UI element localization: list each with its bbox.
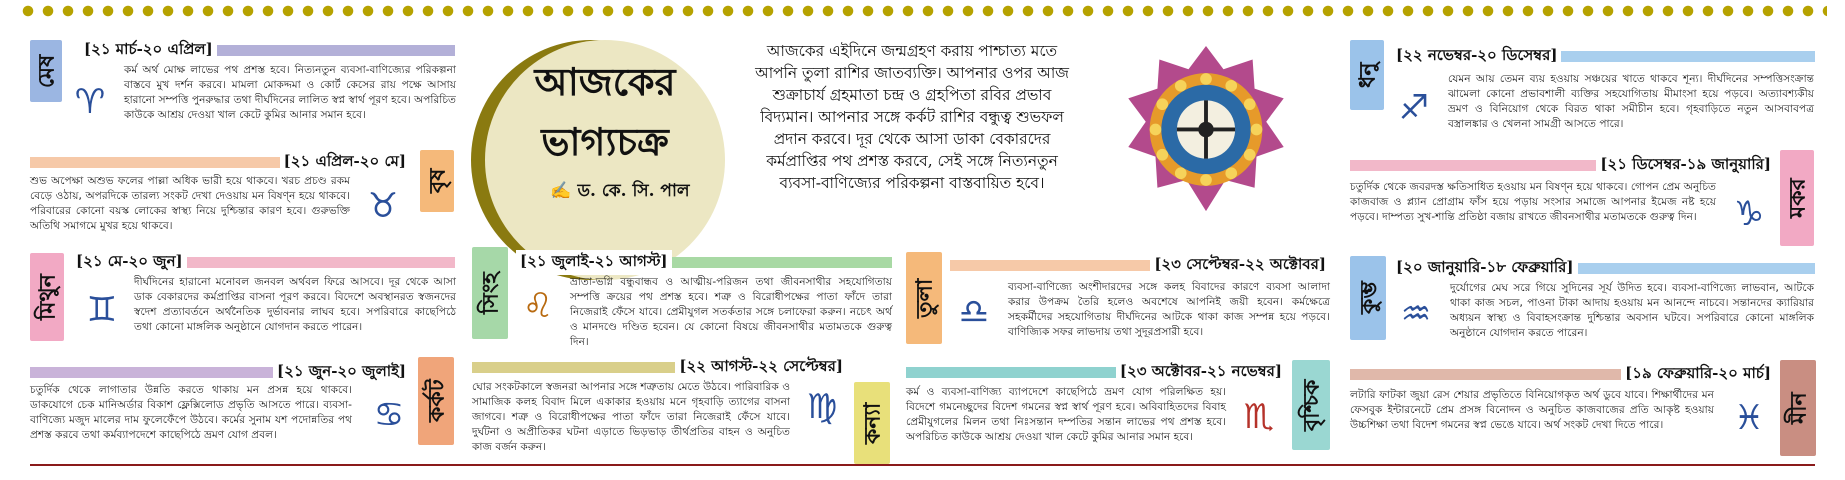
sign-header-kanya xyxy=(472,357,847,377)
sign-tab-kumbha: কুম্ভ xyxy=(1350,256,1386,340)
sign-text-brish: শুভ অপেক্ষা অশুভ ফলের পাল্লা অধিক ভারী হয়ে থাকবে। খরচ প্রচণ্ড রকম বেড়ে ওঠায়, অপরদিকে তারল্য সংকট দেখা দেওয়ায় মন বিষণ্ন হয়ে থাকবে। পরিবারের কোনো বয়স্ক লোকের স্বাস্থ্য নিয়ে দুশ্চিন্তার কারণ হবে। গুরুভক্তি অতিথি সমাগমে মুখর হয়ে থাকবে। xyxy=(30,175,350,232)
sign-text-meen: লটারি ফাটকা জুয়া রেস শেয়ার প্রভৃতিতে বিনিয়োগকৃত অর্থ ডুবে যাবে। শিক্ষার্থীদের মন ফেসবুক ইন্টারনেটে প্রেম প্রসঙ্গ বিনোদন ও অনুচিত কাজবাজের প্রতি আকৃষ্ট হওয়ায় উচ্চশিক্ষা তথা বিদেশ গমনের স্বপ্ন ভেঙে যাবে। অর্থ সংকট দেখা দিতে পারে। xyxy=(1350,389,1714,431)
header-bar xyxy=(30,367,273,378)
sign-dates-brish: [২১ এপ্রিল-২০ মে] xyxy=(280,150,410,175)
scorpion-icon: ♏ xyxy=(1243,397,1275,437)
water-bearer-icon: ♒ xyxy=(1400,294,1432,334)
sign-dates-mithun: [২১ মে-২০ জুন] xyxy=(72,250,187,275)
sign-header-mesh xyxy=(80,40,455,60)
sign-text-brishchik: কর্ম ও ব্যবসা-বাণিজ্য ব্যাপদেশে কাছেপিঠে ভ্রমণ যোগ পরিলক্ষিত হয়। বিদেশে গমনেচ্ছুদের বিদেশ গমনের স্বপ্ন স্বার্থ পূরণ হবে। অবিবাহিতদের বিবাহ প্রেমীযুগলের মিলন তথা নিঃসন্তান দম্পতির সন্তান লাভের পথ প্রশস্ত হবে। অপরিচিত কাউকে আশ্রয় দেওয়া খাল কেটে কুমির আনার সমান হবে। xyxy=(906,386,1226,443)
sign-dates-mesh: [২১ মার্চ-২০ এপ্রিল] xyxy=(80,38,217,63)
author-byline: ✍ ড. কে. সি. পাল xyxy=(550,181,690,201)
header-bar xyxy=(906,367,1116,378)
header-bar xyxy=(217,45,455,56)
sign-header-brishchik xyxy=(906,362,1286,382)
dotted-top-border xyxy=(18,3,1827,19)
sign-tab-brish: বৃষ xyxy=(420,150,454,212)
sign-tab-meen: মীন xyxy=(1780,360,1816,456)
bull-icon: ♉ xyxy=(367,186,399,226)
sign-text-kumbha: দুর্যোগের মেঘ সরে গিয়ে সুদিনের সূর্য উদিত হবে। ব্যবসা-বাণিজ্যে লাভবান, আটকে থাকা কাজ সচল, পাওনা টাকা আদায় হওয়ায় মন আনন্দে নাচবে। সন্তানদের ক্যারিয়ার অধ্যয়ন স্বাস্থ্য ও বিবাহসংক্রান্ত দুশ্চিন্তার অবসান ঘটবে। সপরিবারে কোনো মাঙ্গলিক অনুষ্ঠানে যোগদান করতে পারেন। xyxy=(1450,282,1814,339)
sign-dates-dhanu: [২২ নভেম্বর-২০ ডিসেম্বর] xyxy=(1392,44,1561,69)
sign-dates-singha: [২১ জুলাই-২১ আগস্ট] xyxy=(516,250,672,275)
scales-icon: ♎ xyxy=(958,292,990,332)
lion-icon: ♌ xyxy=(522,286,554,326)
header-bar xyxy=(187,257,455,268)
title-line-2: ভাগ্যচক্র xyxy=(541,119,669,164)
title-line-1: আজকের xyxy=(534,59,676,104)
sign-header-mithun xyxy=(72,252,455,272)
header-bar xyxy=(1578,263,1815,274)
sign-tab-dhanu: ধনু xyxy=(1350,40,1384,110)
sign-dates-kanya: [২২ আগস্ট-২২ সেপ্টেম্বর] xyxy=(675,355,847,380)
intro-paragraph: আজকের এইদিনে জন্মগ্রহণ করায় পাশ্চাত্য মতে আপনি তুলা রাশির জাতব্যক্তি। আপনার ওপর আজ শুক্রাচার্য গ্রহমাতা চন্দ্র ও গ্রহপিতা রবির প্রভাব বিদ্যমান। আপনার সঙ্গে কর্কট রাশির বন্ধুত্ব শুভফল প্রদান করবে। দূর থেকে আসা ডাকা বেকারদের কর্মপ্রাপ্তির পথ প্রশস্ত করবে, সেই সঙ্গে নিত্যনতুন ব্যবসা-বাণিজ্যের পরিকল্পনা বাস্তবায়িত হবে। xyxy=(755,42,1069,192)
bottom-rule xyxy=(30,464,1815,466)
sign-text-kanya: ঘোর সংকটকালে স্বজনরা আপনার সঙ্গে শত্রুতায় মেতে উঠবে। পারিবারিক ও সামাজিক কলহ বিবাদ মিলে একাকার হওয়ায় মনে গৃহবাড়ি ত্যাগের বাসনা জাগবে। শত্রু ও বিরোধীপক্ষের পাতা ফাঁদে তারা নিজেরাই ফেঁসে যাবে। দুর্ঘটনা ও অপ্রীতিকর ঘটনা এড়াতে ভিড়ভাড় তীর্থপ্রতির বাহন ও অনুচিত কাজ বর্জন করুন। xyxy=(472,381,790,453)
header-bar xyxy=(1350,369,1621,380)
header-bar xyxy=(950,260,1150,271)
sign-tab-brishchik: বৃশ্চিক xyxy=(1292,360,1330,450)
sign-text-tula: ব্যবসা-বাণিজ্যে অংশীদারদের সঙ্গে কলহ বিবাদের কারণে ব্যবসা আলাদা করার উপক্রম তৈরি হলেও অবশেষে আপনিই জয়ী হবেন। কর্মক্ষেত্রে সহকর্মীদের সহযোগিতায় দীর্ঘদিনের আটকে থাকা কাজ সম্পন্ন হয়ে পড়বে। বাণিজ্যিক সফর লাভদায় তথা সুদূরপ্রসারী হবে। xyxy=(1008,281,1330,338)
sign-dates-makar: [২১ ডিসেম্বর-১৯ জানুয়ারি] xyxy=(1596,153,1775,178)
zodiac-wheel-image xyxy=(1128,44,1284,214)
ram-icon: ♈ xyxy=(74,82,106,122)
header-bar xyxy=(672,257,892,268)
sign-tab-mesh: মেষ xyxy=(30,40,62,102)
sign-dates-tula: [২৩ সেপ্টেম্বর-২২ অক্টোবর] xyxy=(1150,253,1330,278)
sign-header-singha xyxy=(516,252,892,272)
sign-text-mesh: কর্ম অর্থ মোক্ষ লাভের পথ প্রশস্ত হবে। নিত্যনতুন ব্যবসা-বাণিজ্যের পরিকল্পনা বাস্তবে মুখ দর্শন করবে। মামলা মোকদ্দমা ও কোর্ট কেসের রায় পক্ষে আসায় হারানো সম্পত্তি পুনরুদ্ধার তথা দীর্ঘদিনের লালিত স্বপ্ন স্বার্থ পূরণ হবে। অপরিচিত কাউকে আশ্রয় দেওয়া খাল কেটে কুমির আনার সমান হবে। xyxy=(124,64,456,121)
crab-icon: ♋ xyxy=(373,395,405,435)
sign-header-kumbha xyxy=(1392,258,1815,278)
header-bar xyxy=(1561,51,1815,62)
sign-header-dhanu xyxy=(1392,46,1815,66)
sign-dates-meen: [১৯ ফেব্রুয়ারি-২০ মার্চ] xyxy=(1621,362,1775,387)
sign-text-singha: ভ্রাতা-ভগ্নি বন্ধুবান্ধব ও আত্মীয়-পরিজন তথা জীবনসাথীর সহযোগিতায় সম্পত্তি ক্রয়ের পথ প্রশস্ত হবে। শত্রু ও বিরোধীপক্ষের পাতা ফাঁদে তারা নিজেরাই ফেঁসে যাবে। প্রেমীযুগল সতর্কতার সঙ্গে চলাফেরা করুন। নচেৎ অর্থ ও মানদণ্ডে দণ্ডিত হবেন। যে কোনো বিষয়ে জীবনসাথীর মতামতকে গুরুত্ব দিন। xyxy=(570,276,892,348)
sign-header-karkat xyxy=(30,362,410,382)
sign-header-brish xyxy=(30,152,410,172)
sign-header-meen xyxy=(1350,364,1775,384)
sign-tab-karkat: কর্কট xyxy=(418,357,454,445)
sign-text-karkat: চতুর্দিক থেকে লাগাতার উন্নতি করতে থাকায় মন প্রসন্ন হয়ে থাকবে। ডাকযোগে চেক মানিঅর্ডার বিকাশ ফ্লেক্সিলোড প্রভৃতি আসতে পারে। ব্যবসা-বাণিজ্যে মজুদ মালের দাম ফুলেফেঁপে উঠবে। কর্মের সুনাম যশ পদোন্নতির পথ প্রশস্ত করবে তথা কর্মব্যাপদেশে কাছেপিঠে ভ্রমণ যোগ প্রবল। xyxy=(30,384,352,441)
sign-tab-mithun: মিথুন xyxy=(30,253,64,341)
page-title xyxy=(500,52,710,172)
sign-text-dhanu: যেমন আয় তেমন ব্যয় হওয়ায় সঞ্চয়ের খাতে থাকবে শূন্য। দীর্ঘদিনের সম্পত্তিসংক্রান্ত ঝামেলা কোনো প্রভাবশালী ব্যক্তির সহযোগিতায় মীমাংসা হয়ে পড়বে। অত্যাবশ্যকীয় ভ্রমণ ও বিনিয়োগ থেকে বিরত থাকা সমীচীন হবে। গৃহবাড়িতে নতুন আসবাবপত্র বস্ত্রালঙ্কার ও খেলনা সামগ্রী আসতে পারে। xyxy=(1448,73,1814,130)
sign-tab-kanya: কন্যা xyxy=(854,382,890,464)
header-bar xyxy=(1350,160,1596,171)
twins-icon: ♊ xyxy=(86,290,118,330)
sign-tab-tula: তুলা xyxy=(906,252,942,344)
sign-dates-kumbha: [২০ জানুয়ারি-১৮ ফেব্রুয়ারি] xyxy=(1392,256,1578,281)
sign-text-makar: চতুর্দিক থেকে জবরদস্ত ক্ষতিসাধিত হওয়ায় মন বিষণ্ন হয়ে থাকবে। গোপন প্রেম অনুচিত কাজবাজ ও প্ল্যান প্রোগ্রাম ফাঁস হয়ে পড়ায় সংসার সমাজে আপনার ইমেজ নষ্ট হয়ে পড়বে। দাম্পত্য সুখ-শান্তি প্রতিষ্ঠা বজায় রাখতে জীবনসাথীর মতামতকে গুরুত্ব দিন। xyxy=(1350,181,1716,223)
sign-dates-karkat: [২১ জুন-২০ জুলাই] xyxy=(273,360,410,385)
sign-text-mithun: দীর্ঘদিনের হারানো মনোবল জনবল অর্থবল ফিরে আসবে। দূর থেকে আসা ডাক বেকারদের কর্মপ্রাপ্তির বাসনা পূরণ করবে। বিদেশে অবস্থানরত স্বজনদের স্বদেশ প্রত্যাবর্তনে অর্থনৈতিক দুর্ভাবনার লাঘব হবে। সপরিবারে কাছেপিঠে তথা কোনো মাঙ্গলিক অনুষ্ঠানে যোগদান করতে পারেন। xyxy=(134,276,456,333)
sign-tab-makar: মকর xyxy=(1780,150,1814,246)
sign-header-makar xyxy=(1350,155,1775,175)
header-bar xyxy=(472,362,675,373)
goat-icon: ♑ xyxy=(1733,194,1765,234)
header-bar xyxy=(30,157,280,168)
sign-dates-brishchik: [২৩ অক্টোবর-২১ নভেম্বর] xyxy=(1116,360,1286,385)
sign-header-tula xyxy=(950,255,1330,275)
virgo-icon: ♍ xyxy=(806,387,838,427)
sign-tab-singha: সিংহ xyxy=(472,247,508,339)
fish-icon: ♓ xyxy=(1733,398,1765,438)
archer-icon: ♐ xyxy=(1398,88,1430,128)
